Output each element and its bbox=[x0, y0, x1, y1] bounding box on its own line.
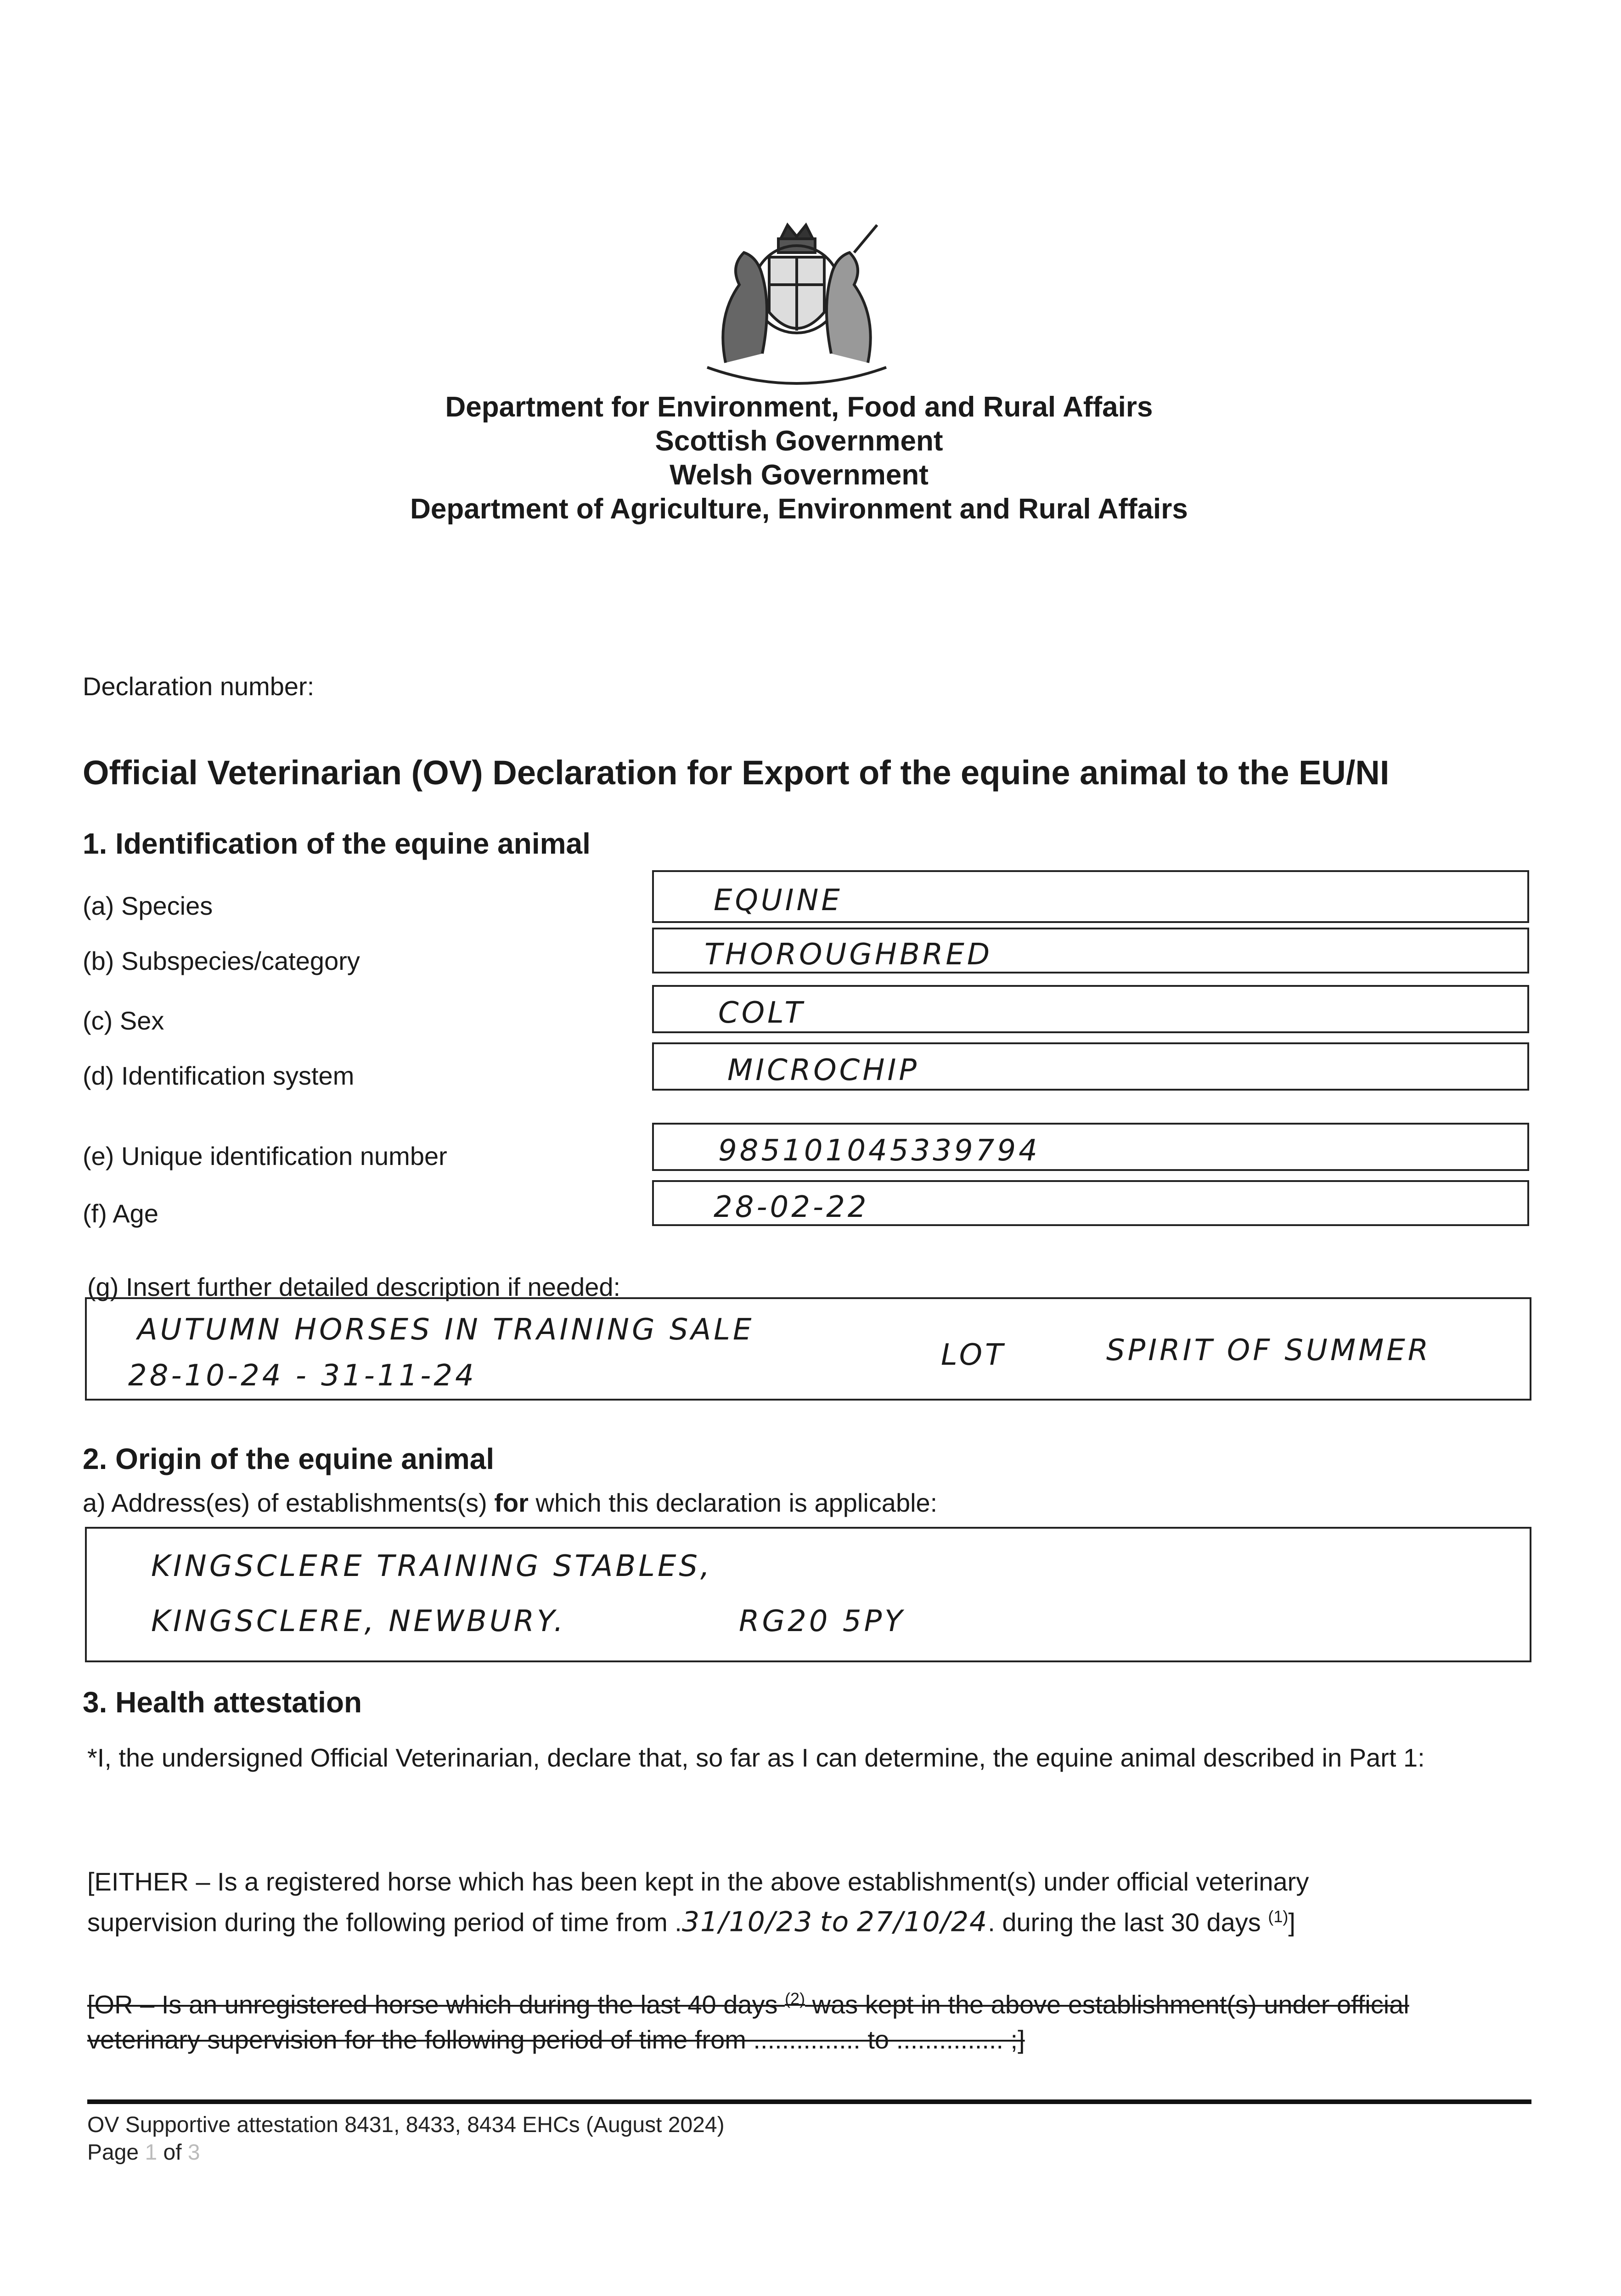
or-clause-line1 bbox=[87, 1981, 1534, 2022]
age-value: 28-02-22 bbox=[714, 1190, 869, 1224]
department-name: Welsh Government bbox=[670, 459, 929, 491]
page-number: 1 bbox=[145, 2140, 158, 2165]
further-description-lot: LOT bbox=[941, 1338, 1006, 1372]
or-clause-line2: veterinary supervision for the following period of time from ............... to ............... ;] bbox=[87, 2025, 1025, 2054]
either-footnote-ref: (1) bbox=[1268, 1907, 1289, 1926]
id-system-label: (d) Identification system bbox=[83, 1061, 355, 1090]
either-clause-text: supervision during the following period of time from . bbox=[87, 1908, 682, 1937]
sex-value: COLT bbox=[718, 996, 805, 1030]
sex-label: (c) Sex bbox=[83, 1006, 164, 1035]
department-list bbox=[0, 390, 1598, 526]
uid-label: (e) Unique identification number bbox=[83, 1142, 447, 1171]
declaration-number-label: Declaration number: bbox=[83, 672, 315, 701]
footer-reference: OV Supportive attestation 8431, 8433, 8434 EHCs (August 2024) bbox=[87, 2113, 725, 2137]
sex-field[interactable] bbox=[652, 985, 1529, 1033]
establishment-label-bold: for bbox=[494, 1488, 529, 1517]
either-close-bracket: ] bbox=[1288, 1908, 1295, 1937]
page-indicator bbox=[87, 2140, 200, 2165]
royal-coat-of-arms-icon bbox=[689, 216, 905, 386]
either-clause-line1: [EITHER – Is a registered horse which has been kept in the above establishment(s) under official veterinary bbox=[87, 1867, 1309, 1896]
id-system-value: MICROCHIP bbox=[727, 1053, 919, 1087]
document-title: Official Veterinarian (OV) Declaration for Export of the equine animal to the EU/NI bbox=[83, 754, 1390, 792]
establishment-address-field[interactable] bbox=[85, 1527, 1531, 1662]
health-attestation-intro: *I, the undersigned Official Veterinarian, declare that, so far as I can determine, the equine animal described in Part 1: bbox=[87, 1743, 1425, 1772]
section3-heading: 3. Health attestation bbox=[83, 1686, 362, 1719]
page-total: 3 bbox=[187, 2140, 200, 2165]
address-line2: KINGSCLERE, NEWBURY. bbox=[151, 1604, 566, 1638]
either-clause-line2 bbox=[87, 1899, 1534, 1940]
or-clause-text-end: was kept in the above establishment(s) under official bbox=[812, 1990, 1409, 2019]
either-to-date: 27/10/24 bbox=[856, 1906, 988, 1938]
species-value: EQUINE bbox=[714, 884, 843, 917]
of-word: of bbox=[163, 2140, 182, 2165]
establishment-label bbox=[83, 1488, 937, 1518]
further-description-line1: AUTUMN HORSES IN TRAINING SALE bbox=[137, 1313, 754, 1347]
department-name: Department for Environment, Food and Rural Affairs bbox=[445, 391, 1153, 423]
further-description-label: (g) Insert further detailed description if needed: bbox=[87, 1272, 621, 1301]
department-name: Scottish Government bbox=[655, 425, 943, 457]
or-footnote-ref: (2) bbox=[785, 1989, 805, 2008]
further-description-line2: 28-10-24 - 31-11-24 bbox=[128, 1359, 477, 1393]
subspecies-field[interactable] bbox=[652, 928, 1529, 974]
section2-heading: 2. Origin of the equine animal bbox=[83, 1442, 495, 1475]
or-clause-text: [OR – Is an unregistered horse which during the last 40 days bbox=[87, 1990, 778, 2019]
age-label: (f) Age bbox=[83, 1199, 158, 1228]
establishment-label-text: a) Address(es) of establishments(s) bbox=[83, 1488, 495, 1517]
either-clause bbox=[87, 1864, 1534, 1940]
address-postcode: RG20 5PY bbox=[739, 1604, 906, 1638]
uid-value: 985101045339794 bbox=[718, 1134, 1040, 1168]
species-label: (a) Species bbox=[83, 891, 213, 920]
subspecies-label: (b) Subspecies/category bbox=[83, 946, 360, 975]
footer-divider bbox=[87, 2099, 1531, 2104]
either-clause-tail: . during the last 30 days bbox=[988, 1908, 1261, 1937]
uid-field[interactable] bbox=[652, 1123, 1529, 1171]
either-to-word: to bbox=[820, 1906, 850, 1938]
either-from-date: 31/10/23 bbox=[681, 1906, 813, 1938]
address-line1: KINGSCLERE TRAINING STABLES, bbox=[151, 1549, 713, 1583]
species-field[interactable] bbox=[652, 870, 1529, 923]
id-system-field[interactable] bbox=[652, 1042, 1529, 1091]
establishment-label-text-end: which this declaration is applicable: bbox=[528, 1488, 938, 1517]
department-name: Department of Agriculture, Environment and Rural Affairs bbox=[410, 493, 1188, 525]
section1-heading: 1. Identification of the equine animal bbox=[83, 827, 591, 860]
further-description-horse-name: SPIRIT OF SUMMER bbox=[1106, 1334, 1431, 1367]
or-clause bbox=[87, 1981, 1534, 2057]
subspecies-value: THOROUGHBRED bbox=[704, 938, 993, 972]
page-word: Page bbox=[87, 2140, 139, 2165]
further-description-field[interactable] bbox=[85, 1297, 1531, 1401]
age-field[interactable] bbox=[652, 1180, 1529, 1226]
